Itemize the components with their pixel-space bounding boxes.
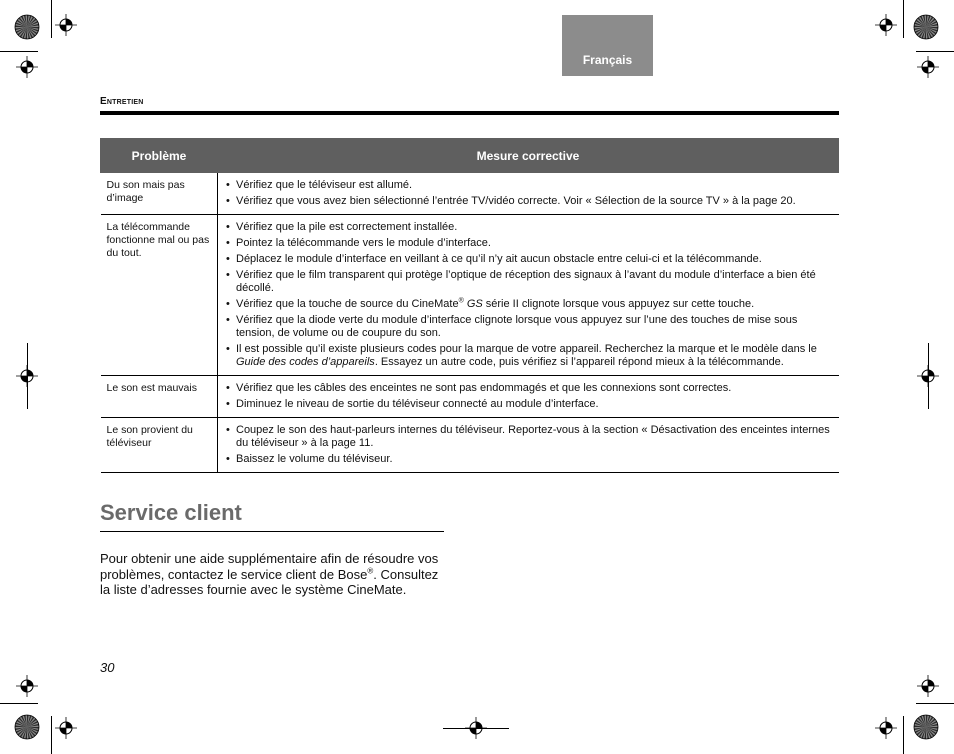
fix-cell bbox=[218, 376, 839, 418]
service-rule bbox=[100, 531, 444, 532]
color-target-icon bbox=[14, 14, 40, 40]
registration-mark-icon bbox=[875, 14, 897, 36]
problem-cell: La télécommande fonctionne mal ou pas du tout. bbox=[101, 215, 218, 376]
fix-list bbox=[226, 424, 835, 466]
crop-mark bbox=[27, 343, 28, 409]
header-rule bbox=[100, 111, 839, 115]
crop-mark bbox=[51, 0, 52, 38]
fix-item: • Déplacez le module d’interface en veillant à ce qu’il n’y ait aucun obstacle entre celui-ci et la télécommande. bbox=[226, 253, 835, 266]
fix-cell bbox=[218, 418, 839, 473]
fix-item: • Vérifiez que le téléviseur est allumé. bbox=[226, 179, 835, 192]
table-header-row bbox=[101, 139, 839, 173]
registration-mark-icon bbox=[55, 717, 77, 739]
language-tab bbox=[562, 15, 653, 76]
fix-item: • Il est possible qu’il existe plusieurs codes pour la marque de votre appareil. Recherchez la marque et le modèle dans le Guide des codes d’appareils. Essayez un autre code, puis vérifiez si l’appareil répond mieux à la télécommande. bbox=[226, 343, 835, 369]
fix-list bbox=[226, 382, 835, 411]
column-header-problem: Problème bbox=[101, 139, 218, 173]
crop-mark bbox=[928, 343, 929, 409]
crop-mark bbox=[903, 716, 904, 754]
fix-item: • Vérifiez que la diode verte du module d’interface clignote lorsque vous appuyez sur l’une des touches de mise sous tension, de volume ou de coupure du son. bbox=[226, 314, 835, 340]
crop-mark bbox=[51, 716, 52, 754]
color-target-icon bbox=[14, 714, 40, 740]
page-number: 30 bbox=[100, 660, 115, 675]
section-label: Entretien bbox=[100, 96, 144, 107]
fix-cell bbox=[218, 215, 839, 376]
crop-mark bbox=[916, 51, 954, 52]
fix-cell bbox=[218, 173, 839, 215]
registration-mark-icon bbox=[917, 675, 939, 697]
registration-mark-icon bbox=[16, 56, 38, 78]
color-target-icon bbox=[913, 14, 939, 40]
registration-mark-icon bbox=[16, 675, 38, 697]
crop-mark bbox=[0, 51, 38, 52]
fix-list bbox=[226, 221, 835, 369]
service-title: Service client bbox=[100, 500, 242, 525]
table-row bbox=[101, 215, 839, 376]
registration-mark-icon bbox=[55, 14, 77, 36]
fix-item: • Vérifiez que les câbles des enceintes ne sont pas endommagés et que les connexions sont correctes. bbox=[226, 382, 835, 395]
column-header-fix: Mesure corrective bbox=[218, 139, 839, 173]
fix-item: • Vérifiez que la touche de source du CineMate® GS série II clignote lorsque vous appuyez sur cette touche. bbox=[226, 298, 835, 311]
problem-cell: Le son provient du téléviseur bbox=[101, 418, 218, 473]
language-tab-label: Français bbox=[582, 53, 633, 67]
table-row bbox=[101, 173, 839, 215]
crop-mark bbox=[0, 703, 38, 704]
fix-item: • Diminuez le niveau de sortie du téléviseur connecté au module d’interface. bbox=[226, 398, 835, 411]
fix-item: • Baissez le volume du téléviseur. bbox=[226, 453, 835, 466]
problem-cell: Le son est mauvais bbox=[101, 376, 218, 418]
table-row bbox=[101, 418, 839, 473]
fix-item: • Vérifiez que vous avez bien sélectionné l’entrée TV/vidéo correcte. Voir « Sélection de la source TV » à la page 20. bbox=[226, 195, 835, 208]
crop-mark bbox=[903, 0, 904, 38]
color-target-icon bbox=[913, 714, 939, 740]
fix-item: • Vérifiez que le film transparent qui protège l’optique de réception des signaux à l’avant du module d’interface a bien été décollé. bbox=[226, 269, 835, 295]
registration-mark-icon bbox=[875, 717, 897, 739]
crop-mark bbox=[443, 728, 509, 729]
fix-item: • Coupez le son des haut-parleurs internes du téléviseur. Reportez-vous à la section « Désactivation des enceintes internes du téléviseur » à la page 11. bbox=[226, 424, 835, 450]
registration-mark-icon bbox=[917, 56, 939, 78]
problem-cell: Du son mais pas d’image bbox=[101, 173, 218, 215]
troubleshooting-table bbox=[100, 138, 839, 473]
table-row bbox=[101, 376, 839, 418]
crop-mark bbox=[916, 703, 954, 704]
fix-item: • Vérifiez que la pile est correctement installée. bbox=[226, 221, 835, 234]
fix-list bbox=[226, 179, 835, 208]
service-body: Pour obtenir une aide supplémentaire afin de résoudre vos problèmes, contactez le service client de Bose®. Consultez la liste d’adresses fournie avec le système CineMate. bbox=[100, 551, 439, 597]
fix-item: • Pointez la télécommande vers le module d’interface. bbox=[226, 237, 835, 250]
